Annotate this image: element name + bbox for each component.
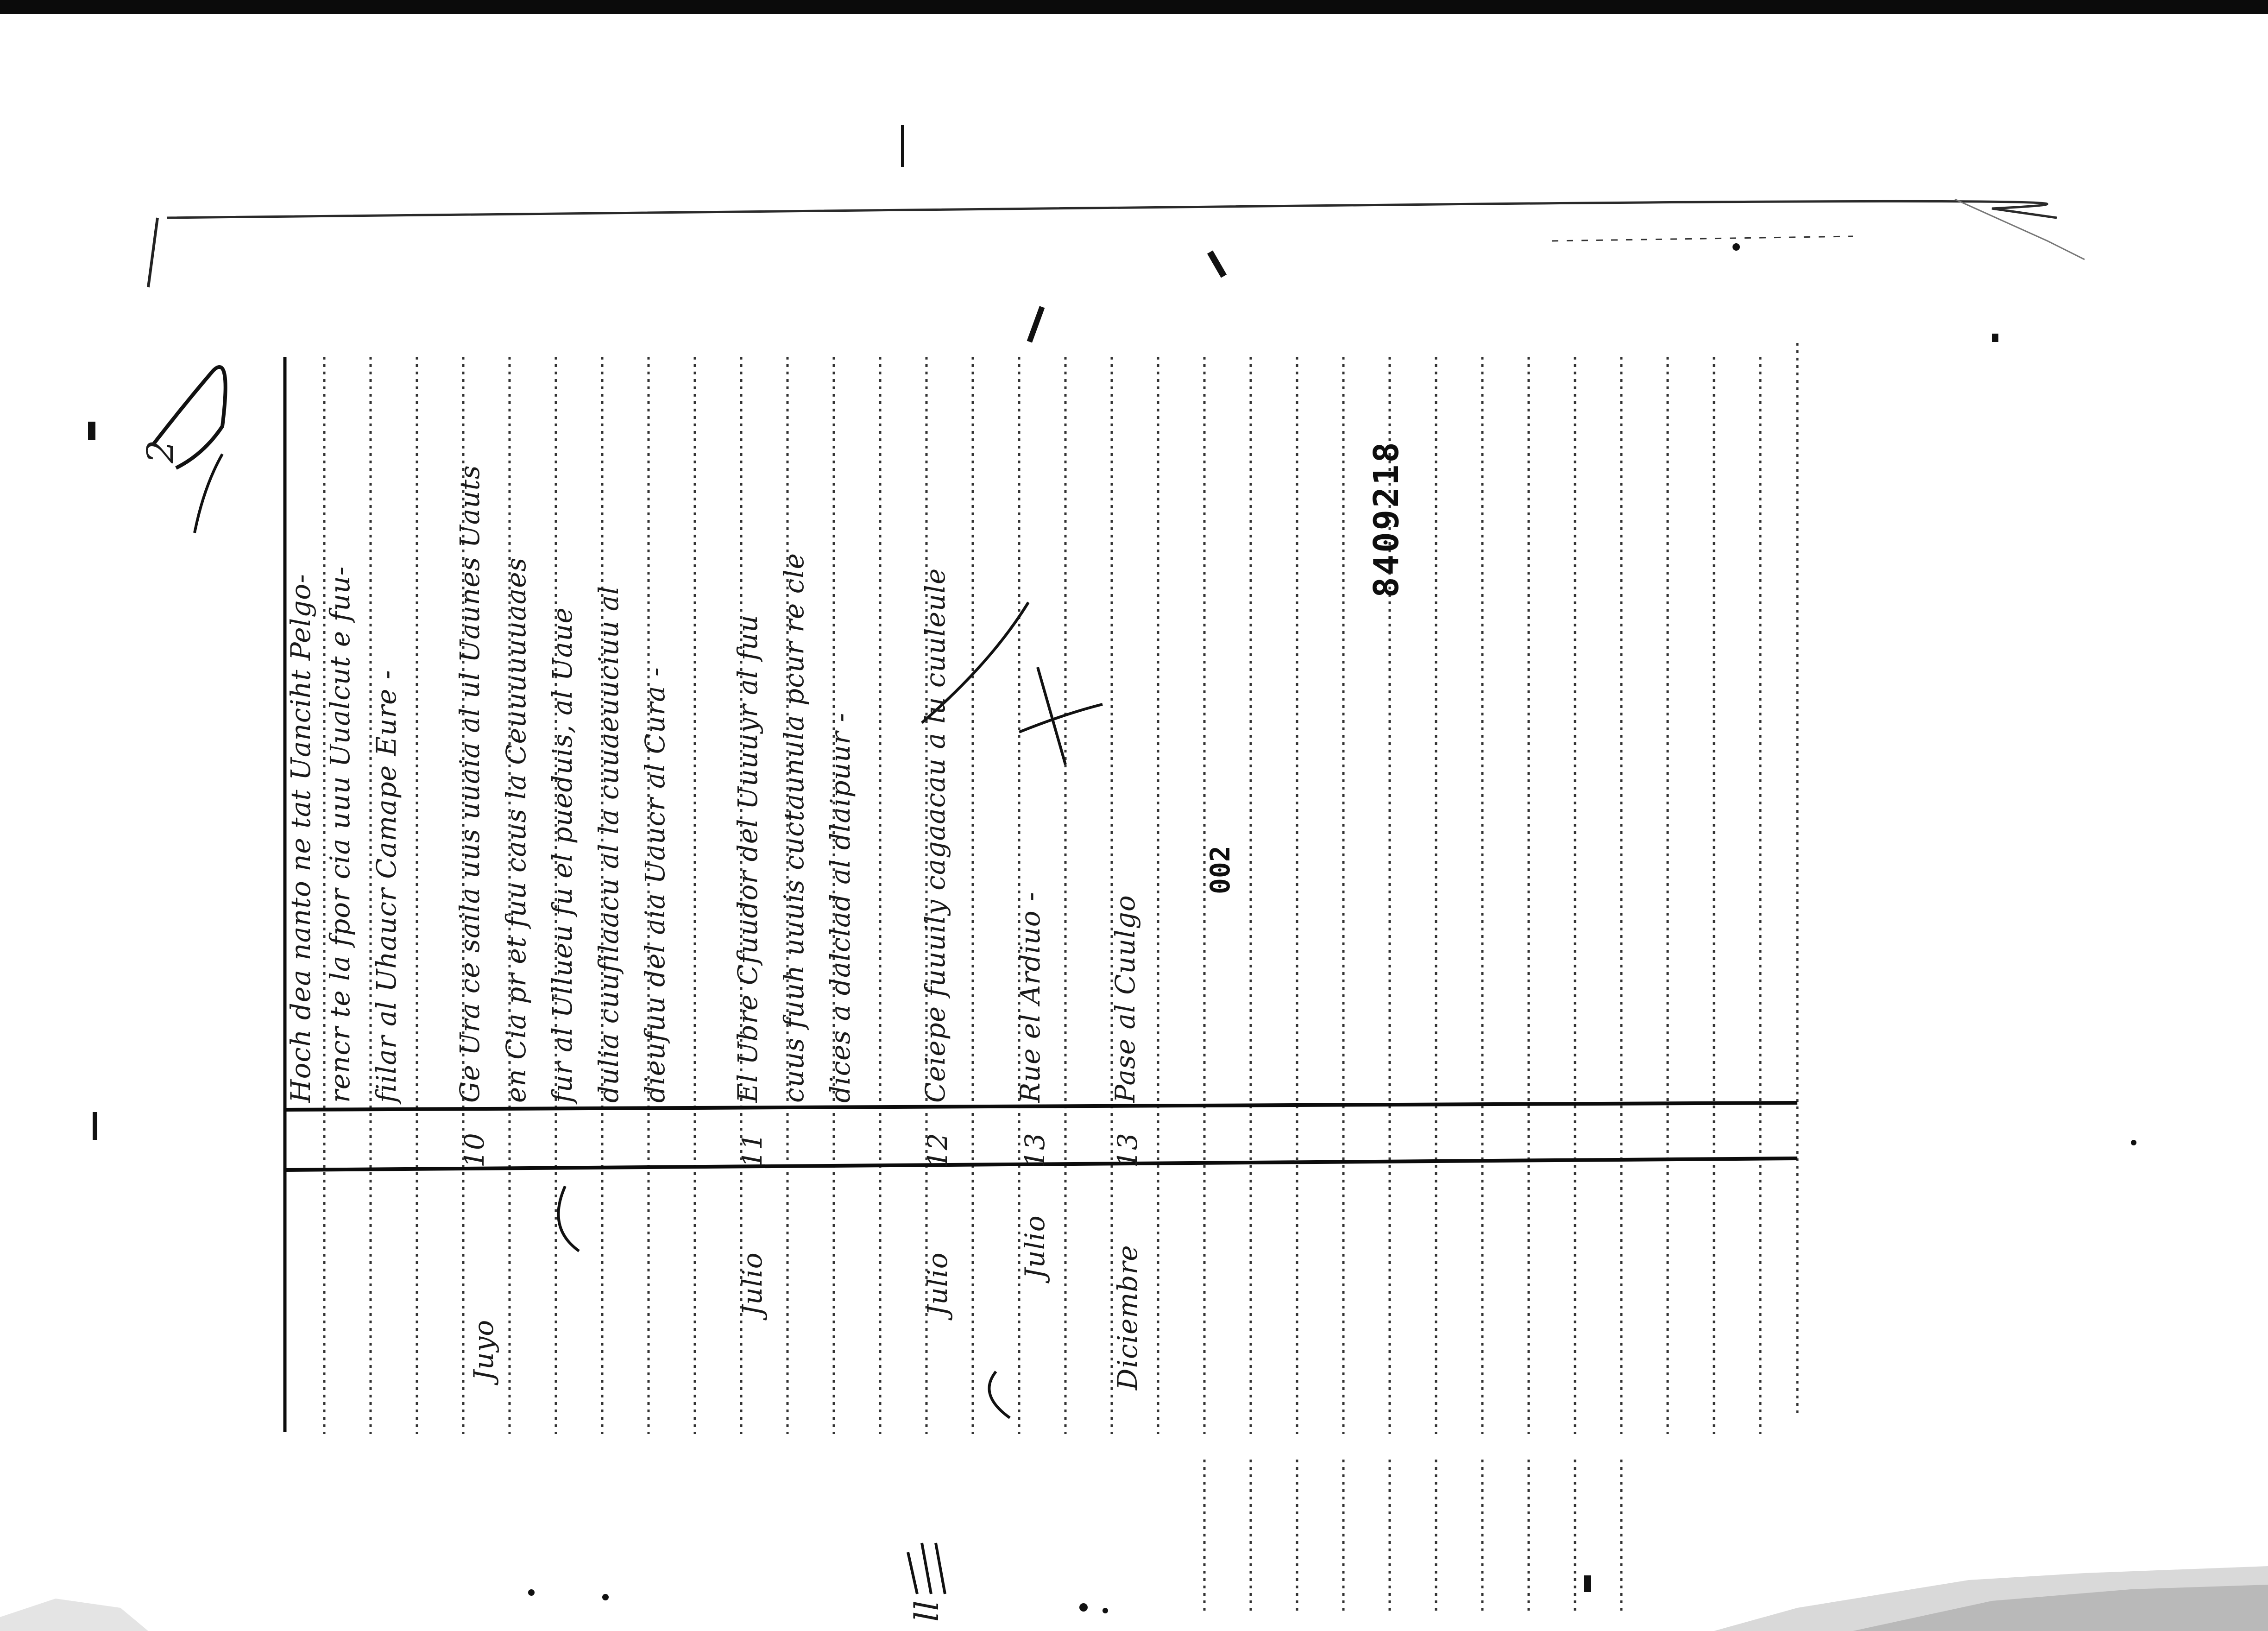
ink-speck — [1992, 334, 1998, 342]
entry-number: 12 — [922, 1132, 953, 1168]
margin-note: 2 — [139, 439, 182, 463]
entry-line: cuus fuuh uuuis cuctaunula pcur re cle — [778, 553, 810, 1103]
ink-speck — [602, 1594, 609, 1600]
entry-line: Rue el Ardiuo - — [1014, 891, 1046, 1103]
entry-line: Ceiepe fuuuily cagaacau a lu cuuleule — [920, 568, 951, 1103]
entry-date: Juyo — [468, 1319, 499, 1381]
entry-number: 13 — [1112, 1132, 1143, 1168]
ink-speck — [1079, 1603, 1088, 1612]
entry-line: dieufuu del aia Uaucr al Cura - — [639, 667, 671, 1103]
entry-date: Julio — [1019, 1215, 1051, 1279]
entry-number: 10 — [459, 1132, 490, 1168]
entry-line: Pase al Cuulgo — [1109, 895, 1141, 1103]
entry-line: El Ubre Cfuudor del Uuuuyr al fuu — [732, 614, 763, 1103]
ink-speck — [93, 1112, 97, 1140]
entry-line: dulia cuufilaacu al la cuuaeuuciuu al — [593, 585, 624, 1103]
ink-speck — [528, 1589, 535, 1596]
entry-date: Julio — [737, 1252, 768, 1316]
ink-speck — [901, 125, 904, 167]
archive-stamp-number: 8409218 — [1367, 440, 1406, 598]
ink-speck — [1732, 243, 1740, 251]
ink-speck — [88, 422, 95, 440]
entry-line: dices a dalclad al dlaipuur - — [825, 712, 856, 1103]
entry-line: fur al Ullueu fu el pueduis, al Uaue — [547, 607, 578, 1103]
ruled-lines — [324, 343, 1797, 1612]
ink-speck — [1102, 1608, 1108, 1613]
corner-mark: ll — [908, 1600, 946, 1622]
entry-line: Hoch dea nanto ne tat Uanciht Pelgo- — [285, 574, 316, 1103]
archive-stamp-code: 002 — [1204, 846, 1236, 894]
entry-number: 11 — [737, 1132, 768, 1168]
entry-line: rencr te la fpor cia uuu Uualcut e fuu- — [324, 566, 356, 1103]
ink-speck — [1584, 1575, 1591, 1592]
entry-date: Diciembre — [1112, 1245, 1143, 1390]
entry-line: Ge Ura ce saila uus uuaia al ul Uaunes Uauts — [454, 465, 485, 1103]
entry-line: fiilar al Uhaucr Camape Eure - — [371, 670, 402, 1103]
ink-speck — [2131, 1140, 2136, 1145]
entry-number: 13 — [1019, 1132, 1051, 1168]
entry-line: en Cia pr et fuu caus la Ceuuuuuuaaes — [500, 557, 532, 1103]
entry-date: Julio — [922, 1252, 953, 1316]
